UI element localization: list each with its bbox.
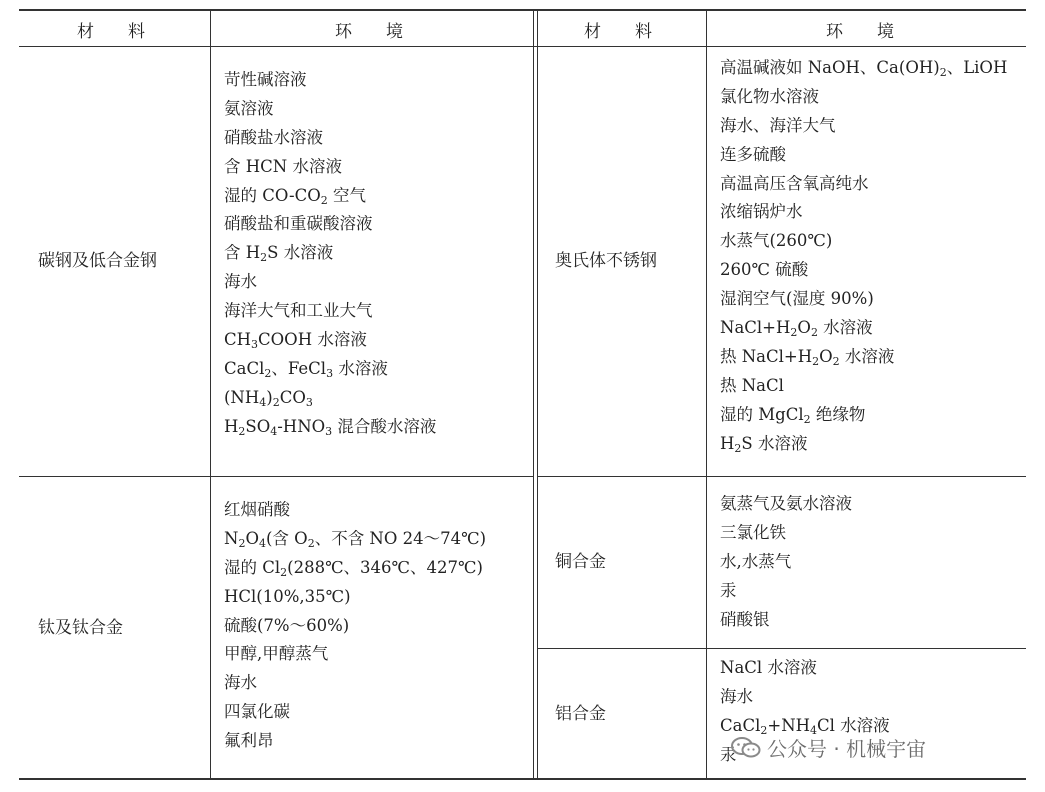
- environment-item: 汞: [720, 580, 737, 600]
- environment-item: 连多硫酸: [720, 144, 786, 164]
- left-inner-vline: [210, 10, 211, 779]
- environment-item: 氨蒸气及氨水溶液: [720, 494, 852, 513]
- environment-item: 水蒸气(260℃): [720, 231, 833, 251]
- environment-item: 海水: [224, 272, 257, 292]
- environment-list-carbon-steel: [224, 66, 436, 442]
- environment-list-titanium: [224, 496, 486, 756]
- environment-item: 湿的 $CO-CO_2$ 空气: [224, 185, 366, 207]
- header-right-environment: 环 境: [826, 22, 894, 42]
- environment-item: 硝酸盐和重碳酸溶液: [224, 214, 373, 234]
- header-bottom-rule: [19, 46, 1026, 47]
- environment-item: 海水: [720, 686, 753, 706]
- environment-item: 湿的 MgCl$_2$ 绝缘物: [720, 404, 866, 426]
- wechat-icon: [731, 737, 761, 759]
- environment-item: 苛性碱溶液: [224, 70, 307, 89]
- environment-item: $N_2O_4$(含 $O_2$、不含 NO 24～74℃): [224, 528, 487, 550]
- environment-item: 氯化物水溶液: [720, 86, 819, 106]
- environment-item: 四氯化碳: [224, 702, 290, 722]
- environment-item: 高温碱液如 NaOH、$Ca(OH)_2$、LiOH: [720, 58, 1008, 79]
- environment-item: 汞: [720, 744, 737, 764]
- environment-item: 高温高压含氧高纯水: [720, 173, 869, 193]
- environment-item: 260℃ 硫酸: [720, 260, 809, 280]
- header-right-material: 材 料: [584, 22, 652, 42]
- right-row-divider-2: [538, 648, 1026, 649]
- environment-item: 海水、海洋大气: [720, 115, 836, 135]
- right-row-divider-1: [538, 476, 1026, 477]
- environment-item: 甲醇,甲醇蒸气: [224, 644, 329, 664]
- environment-item: 硝酸盐水溶液: [224, 127, 323, 147]
- environment-item: 水,水蒸气: [720, 551, 792, 571]
- left-row-divider: [19, 476, 533, 477]
- environment-item: HCl(10%,35℃): [224, 586, 351, 606]
- environment-item: 含 $H_2S$ 水溶液: [224, 243, 334, 265]
- material-copper-alloy: 铜合金: [555, 552, 606, 572]
- table-top-rule: [19, 9, 1026, 11]
- environment-item: 海洋大气和工业大气: [224, 301, 373, 321]
- environment-item: $H_2S$ 水溶液: [720, 433, 808, 455]
- center-double-vline-b: [537, 10, 538, 779]
- environment-item: 海水: [224, 673, 257, 693]
- material-carbon-steel: 碳钢及低合金钢: [38, 251, 157, 271]
- header-left-environment: 环 境: [335, 22, 403, 42]
- environment-item: $CH_3COOH$ 水溶液: [224, 330, 367, 352]
- material-titanium: 钛及钛合金: [38, 618, 123, 638]
- watermark-text: 公众号 · 机械宇宙: [767, 737, 927, 761]
- watermark: [731, 733, 926, 762]
- material-austenitic-stainless: 奥氏体不锈钢: [555, 251, 657, 271]
- environment-list-austenitic-stainless: [720, 54, 1007, 458]
- environment-item: 湿的 $Cl_2(288℃$、346℃、427℃): [224, 557, 483, 579]
- environment-item: $NaCl+H_2O_2$ 水溶液: [720, 318, 873, 340]
- environment-item: $(NH_4)_2CO_3$: [224, 387, 313, 409]
- environment-item: NaCl 水溶液: [720, 658, 817, 677]
- environment-item: CaCl$_2$、FeCl$_3$ 水溶液: [224, 358, 388, 380]
- center-double-vline-a: [533, 10, 534, 779]
- material-aluminum-alloy: 铝合金: [555, 704, 606, 724]
- environment-item: 浓缩锅炉水: [720, 202, 803, 222]
- environment-item: 硫酸(7%～60%): [224, 615, 350, 635]
- table-bottom-rule: [19, 778, 1026, 780]
- environment-item: $H_2SO_4-HNO_3$ 混合酸水溶液: [224, 416, 437, 438]
- environment-item: 热 NaCl: [720, 375, 784, 395]
- environment-item: 氟利昂: [224, 731, 274, 751]
- environment-item: 红烟硝酸: [224, 500, 290, 519]
- environment-item: 含 HCN 水溶液: [224, 156, 342, 176]
- environment-item: 热 $NaCl+H_2O_2$ 水溶液: [720, 346, 895, 368]
- environment-item: $CaCl_2+NH_4Cl$ 水溶液: [720, 715, 890, 737]
- environment-list-copper-alloy: [720, 490, 852, 634]
- environment-item: 硝酸银: [720, 609, 770, 629]
- environment-item: 三氯化铁: [720, 522, 786, 542]
- header-left-material: 材 料: [77, 22, 145, 42]
- right-inner-vline: [706, 10, 707, 779]
- environment-item: 湿润空气(湿度 90%): [720, 289, 874, 309]
- environment-item: 氨溶液: [224, 98, 274, 118]
